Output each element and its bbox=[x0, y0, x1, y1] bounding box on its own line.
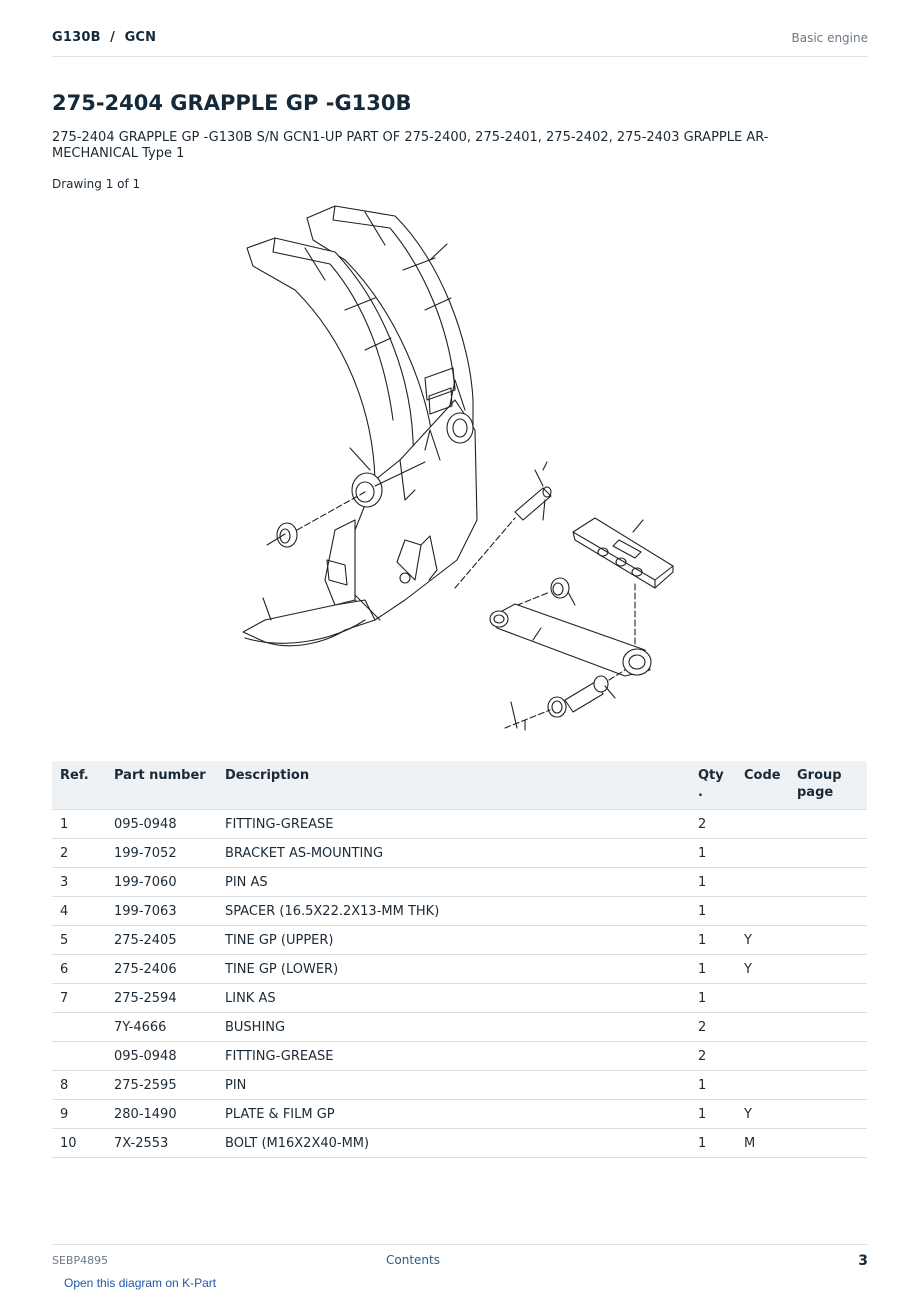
row-ref bbox=[52, 1042, 114, 1071]
row-description: TINE GP (UPPER) bbox=[225, 926, 698, 955]
row-qty: 2 bbox=[698, 810, 744, 839]
row-qty: 1 bbox=[698, 897, 744, 926]
row-code bbox=[744, 839, 797, 868]
row-ref: 3 bbox=[52, 868, 114, 897]
row-group-page bbox=[797, 1100, 867, 1129]
row-qty: 2 bbox=[698, 1042, 744, 1071]
row-ref: 4 bbox=[52, 897, 114, 926]
table-row bbox=[52, 984, 867, 1013]
row-part-number: 275-2406 bbox=[114, 955, 225, 984]
row-ref: 7 bbox=[52, 984, 114, 1013]
row-description: BOLT (M16X2X40-MM) bbox=[225, 1129, 698, 1158]
row-part-number: 275-2595 bbox=[114, 1071, 225, 1100]
document-id: SEBP4895 bbox=[52, 1254, 109, 1267]
row-ref bbox=[52, 1013, 114, 1042]
row-ref: 5 bbox=[52, 926, 114, 955]
row-code bbox=[744, 810, 797, 839]
row-qty: 2 bbox=[698, 1013, 744, 1042]
col-ref-header: Ref. bbox=[52, 761, 114, 810]
row-qty: 1 bbox=[698, 868, 744, 897]
row-group-page bbox=[797, 1071, 867, 1100]
row-part-number: 275-2594 bbox=[114, 984, 225, 1013]
row-group-page bbox=[797, 839, 867, 868]
row-group-page bbox=[797, 810, 867, 839]
table-row bbox=[52, 1100, 867, 1129]
row-group-page bbox=[797, 1013, 867, 1042]
col-code-header: Code bbox=[744, 761, 797, 810]
row-part-number: 199-7063 bbox=[114, 897, 225, 926]
col-part-number-header: Part number bbox=[114, 761, 225, 810]
row-part-number: 7X-2553 bbox=[114, 1129, 225, 1158]
row-group-page bbox=[797, 984, 867, 1013]
row-code bbox=[744, 1071, 797, 1100]
row-code bbox=[744, 1013, 797, 1042]
table-row bbox=[52, 1042, 867, 1071]
row-qty: 1 bbox=[698, 984, 744, 1013]
col-description-header: Description bbox=[225, 761, 698, 810]
table-row bbox=[52, 1129, 867, 1158]
row-qty: 1 bbox=[698, 839, 744, 868]
row-group-page bbox=[797, 1042, 867, 1071]
col-group-page-header: Group page bbox=[797, 761, 867, 810]
table-row bbox=[52, 897, 867, 926]
row-group-page bbox=[797, 926, 867, 955]
row-qty: 1 bbox=[698, 926, 744, 955]
parts-table bbox=[52, 761, 867, 1158]
row-ref: 1 bbox=[52, 810, 114, 839]
page-subtitle: 275-2404 GRAPPLE GP -G130B S/N GCN1-UP PART OF 275-2400, 275-2401, 275-2402, 275-2403 GRAPPLE AR-MECHANICAL Type 1 bbox=[52, 130, 769, 161]
row-group-page bbox=[797, 955, 867, 984]
table-row bbox=[52, 1071, 867, 1100]
row-description: PIN AS bbox=[225, 868, 698, 897]
table-row bbox=[52, 926, 867, 955]
row-description: FITTING-GREASE bbox=[225, 810, 698, 839]
row-code bbox=[744, 1042, 797, 1071]
row-code: Y bbox=[744, 955, 797, 984]
page-title: 275-2404 GRAPPLE GP -G130B bbox=[52, 91, 412, 115]
row-part-number: 280-1490 bbox=[114, 1100, 225, 1129]
table-row bbox=[52, 839, 867, 868]
row-code: Y bbox=[744, 926, 797, 955]
row-part-number: 095-0948 bbox=[114, 810, 225, 839]
row-description: PLATE & FILM GP bbox=[225, 1100, 698, 1129]
page-number: 3 bbox=[858, 1253, 868, 1269]
row-description: SPACER (16.5X22.2X13-MM THK) bbox=[225, 897, 698, 926]
row-code bbox=[744, 868, 797, 897]
row-description: LINK AS bbox=[225, 984, 698, 1013]
row-description: BRACKET AS-MOUNTING bbox=[225, 839, 698, 868]
model-label: G130B / GCN bbox=[52, 30, 157, 45]
page-header bbox=[52, 28, 868, 57]
row-ref: 8 bbox=[52, 1071, 114, 1100]
row-code: M bbox=[744, 1129, 797, 1158]
contents-link[interactable]: Contents bbox=[386, 1253, 440, 1267]
row-qty: 1 bbox=[698, 1071, 744, 1100]
row-ref: 10 bbox=[52, 1129, 114, 1158]
row-description: BUSHING bbox=[225, 1013, 698, 1042]
table-row bbox=[52, 1013, 867, 1042]
row-code bbox=[744, 897, 797, 926]
table-row bbox=[52, 955, 867, 984]
table-row bbox=[52, 810, 867, 839]
row-description: FITTING-GREASE bbox=[225, 1042, 698, 1071]
row-qty: 1 bbox=[698, 955, 744, 984]
page-footer bbox=[52, 1244, 868, 1275]
row-description: TINE GP (LOWER) bbox=[225, 955, 698, 984]
open-on-kpart-link[interactable]: Open this diagram on K-Part bbox=[64, 1276, 217, 1290]
col-qty-header: Qty . bbox=[698, 761, 744, 810]
row-part-number: 199-7060 bbox=[114, 868, 225, 897]
table-row bbox=[52, 868, 867, 897]
row-code: Y bbox=[744, 1100, 797, 1129]
row-part-number: 7Y-4666 bbox=[114, 1013, 225, 1042]
drawing-count: Drawing 1 of 1 bbox=[52, 177, 141, 191]
section-label: Basic engine bbox=[791, 31, 868, 45]
row-ref: 9 bbox=[52, 1100, 114, 1129]
row-part-number: 095-0948 bbox=[114, 1042, 225, 1071]
table-header-row bbox=[52, 761, 867, 810]
row-part-number: 199-7052 bbox=[114, 839, 225, 868]
row-description: PIN bbox=[225, 1071, 698, 1100]
row-qty: 1 bbox=[698, 1100, 744, 1129]
row-group-page bbox=[797, 1129, 867, 1158]
row-group-page bbox=[797, 897, 867, 926]
row-code bbox=[744, 984, 797, 1013]
row-group-page bbox=[797, 868, 867, 897]
row-part-number: 275-2405 bbox=[114, 926, 225, 955]
row-ref: 2 bbox=[52, 839, 114, 868]
row-ref: 6 bbox=[52, 955, 114, 984]
exploded-parts-drawing-icon bbox=[225, 200, 695, 740]
row-qty: 1 bbox=[698, 1129, 744, 1158]
